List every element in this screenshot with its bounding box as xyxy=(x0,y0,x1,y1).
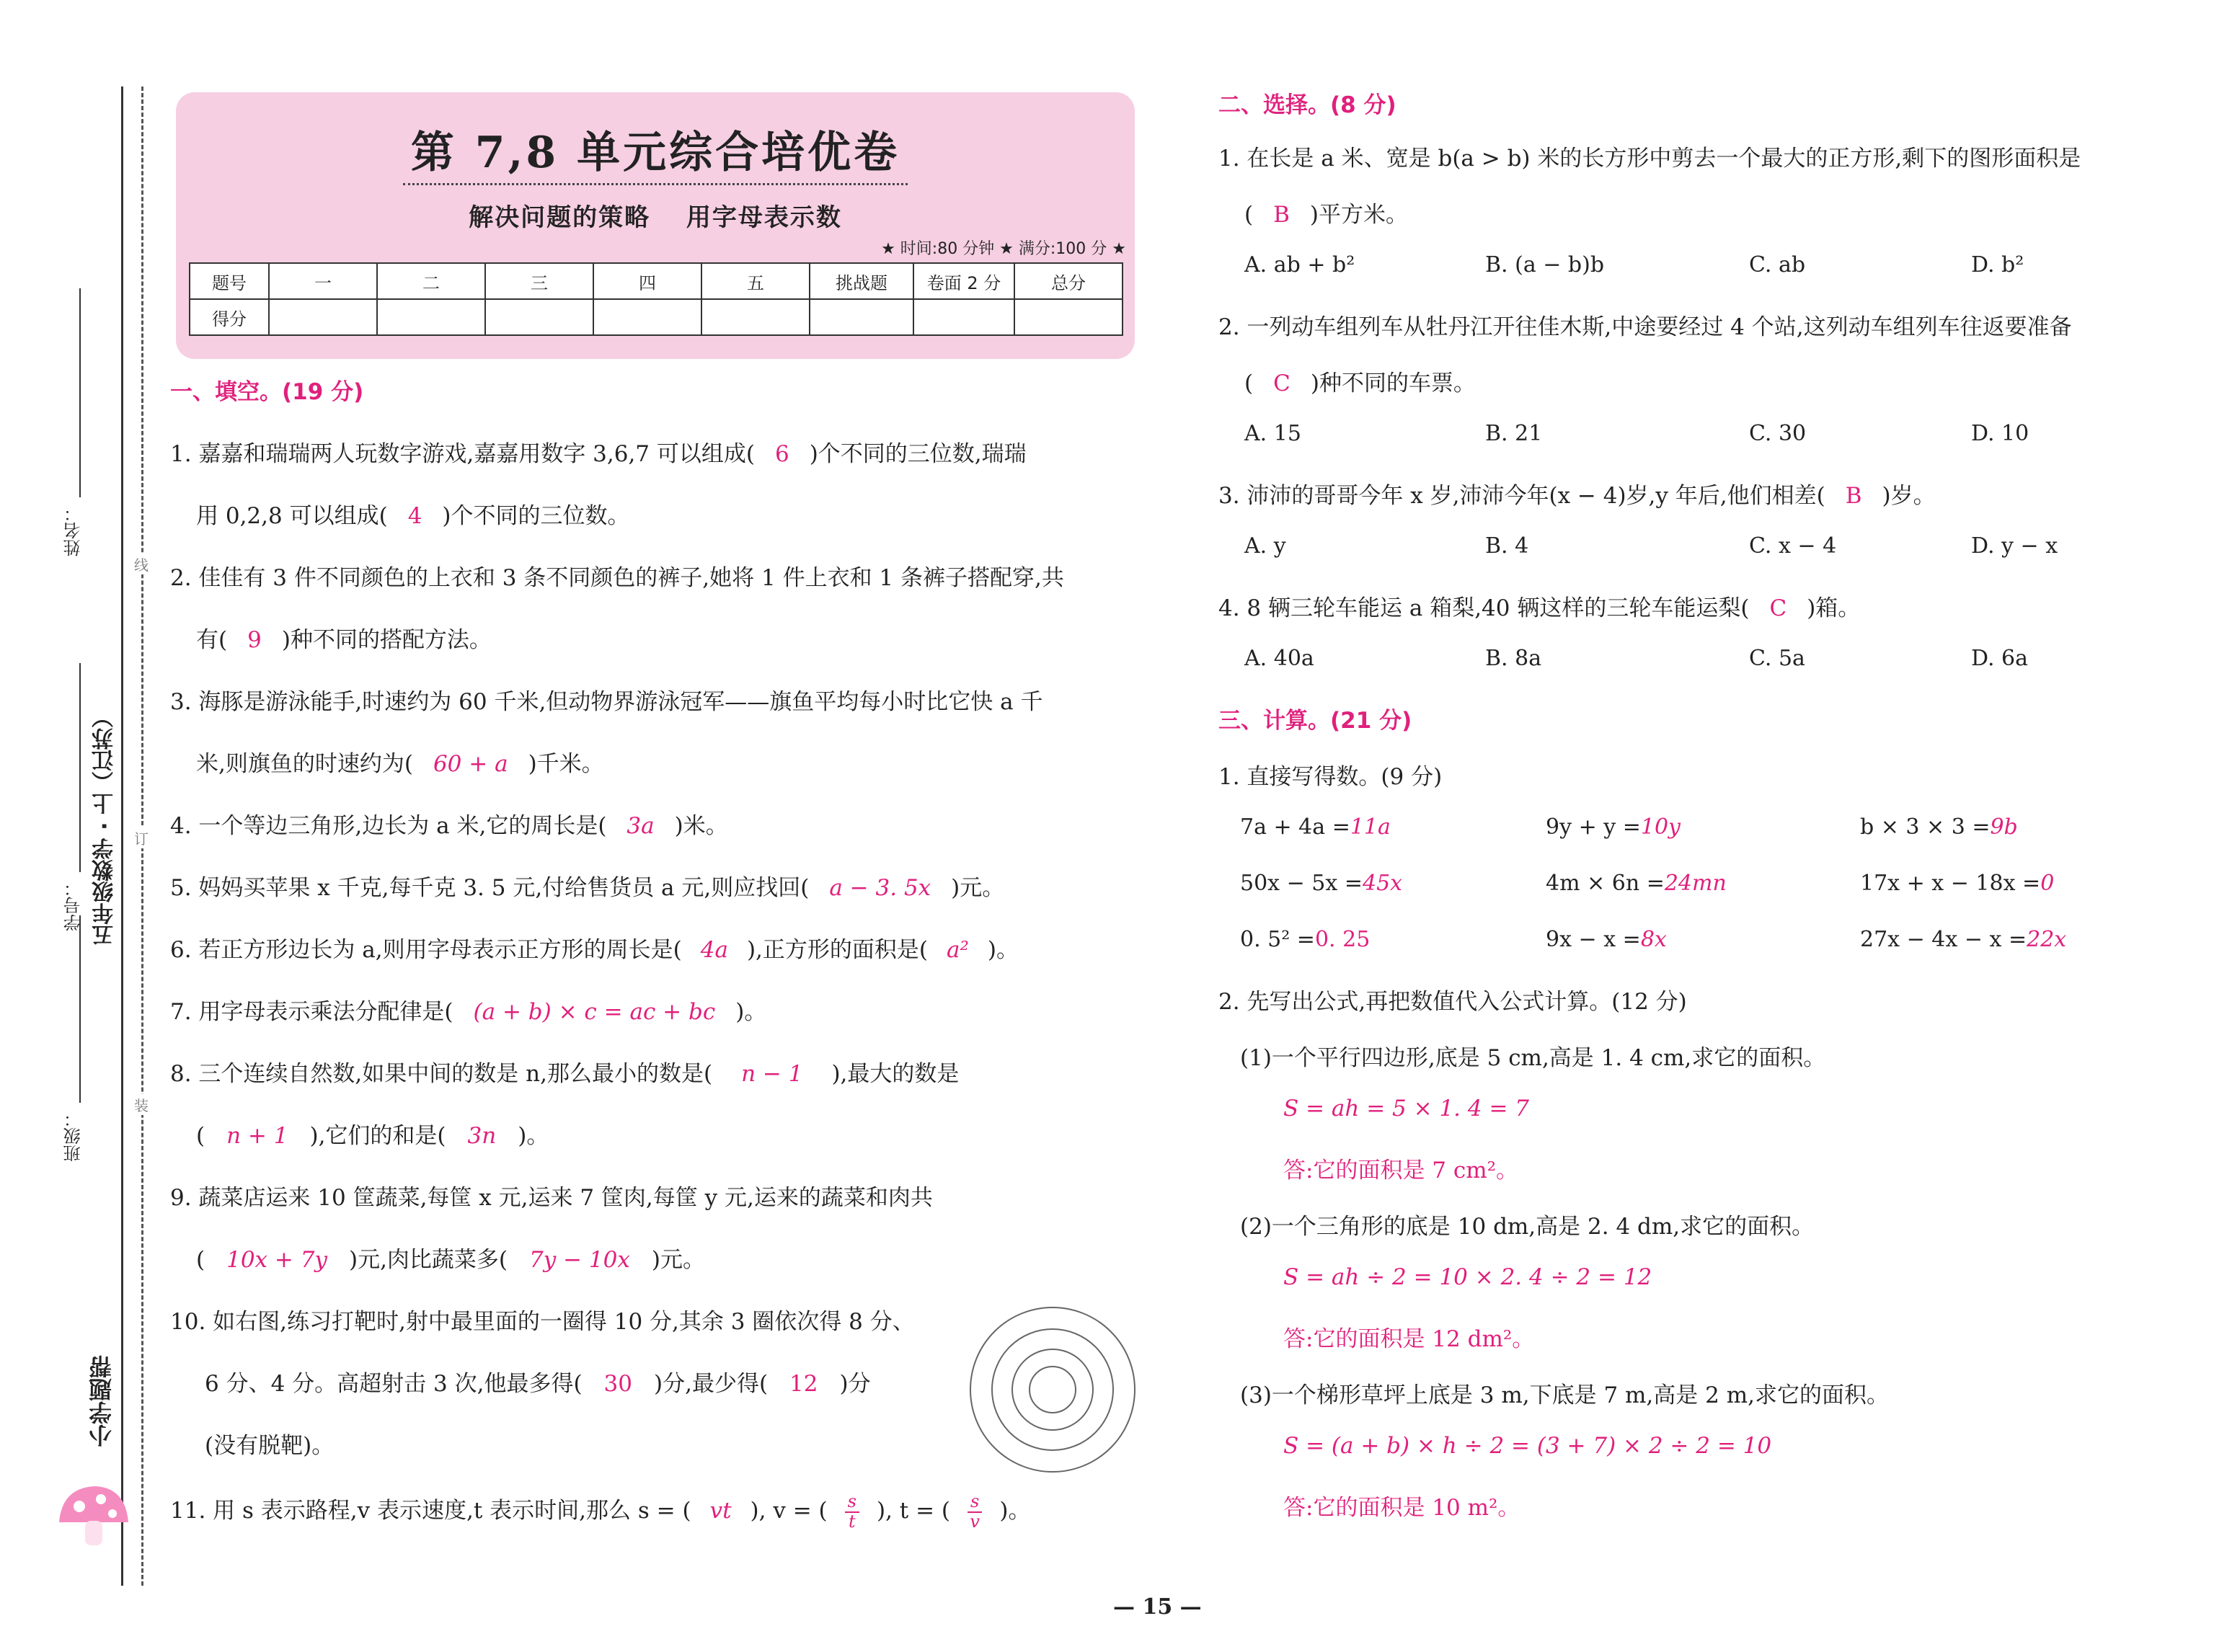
choice-q1-option-d: D. b² xyxy=(1971,252,2024,277)
score-header-cell: 挑战题 xyxy=(810,263,913,299)
fill-q5: 5. 妈妈买苹果 x 千克,每千克 3. 5 元,付给售货员 a 元,则应找回( a − 3. 5x )元。 xyxy=(170,875,1005,901)
answer-fraction: $\frac{s}{v}$ xyxy=(968,1493,982,1530)
choice-q4-option-a: A. 40a xyxy=(1244,646,1314,671)
calc-p1-answer: 答:它的面积是 7 cm²。 xyxy=(1283,1158,1519,1184)
calc-p1-formula: S = ah = 5 × 1. 4 = 7 xyxy=(1283,1096,1530,1122)
choice-q3-option-a: A. y xyxy=(1244,533,1286,559)
id-label: 学号： xyxy=(63,879,84,931)
answer: a² xyxy=(946,937,969,963)
choice-q4-option-c: C. 5a xyxy=(1749,646,1805,671)
choice-q2-option-a: A. 15 xyxy=(1244,421,1301,446)
score-cell[interactable] xyxy=(377,299,485,335)
calc-p1-question: (1)一个平行四边形,底是 5 cm,高是 1. 4 cm,求它的面积。 xyxy=(1240,1045,1826,1071)
score-header-cell: 三 xyxy=(485,263,593,299)
choice-q3: 3. 沛沛的哥哥今年 x 岁,沛沛今年(x − 4)岁,y 年后,他们相差( B )岁。 xyxy=(1218,483,1936,509)
choice-q4-option-b: B. 8a xyxy=(1485,646,1542,671)
answer: 6 xyxy=(774,441,789,467)
answer: n + 1 xyxy=(226,1123,288,1149)
score-cell[interactable] xyxy=(1014,299,1123,335)
score-header-cell: 四 xyxy=(593,263,701,299)
choice-q1-option-b: B. (a − b)b xyxy=(1485,252,1605,277)
fill-q10-line3: (没有脱靶)。 xyxy=(205,1433,335,1459)
choice-q1-line2: ( B )平方米。 xyxy=(1244,202,1408,228)
answer: (a + b) × c = ac + bc xyxy=(473,999,716,1025)
cut-mark-3: 装 xyxy=(134,1094,149,1115)
choice-q1-option-a: A. ab + b² xyxy=(1244,252,1355,277)
choice-q2-line2: ( C )种不同的车票。 xyxy=(1244,370,1476,396)
calc-item: 0. 5² =0. 25 xyxy=(1240,927,1371,952)
header-box xyxy=(176,92,1135,359)
calc-sub1-heading: 1. 直接写得数。(9 分) xyxy=(1218,764,1443,790)
score-header-cell: 题号 xyxy=(190,263,269,299)
calc-item: 9y + y =10y xyxy=(1546,814,1681,840)
fill-q7: 7. 用字母表示乘法分配律是( (a + b) × c = ac + bc )。 xyxy=(170,999,767,1025)
answer: n − 1 xyxy=(741,1061,803,1087)
mushroom-icon xyxy=(53,1478,133,1557)
score-cell[interactable] xyxy=(701,299,810,335)
grade-label: 五年级数学 · 上（江苏） xyxy=(92,706,118,946)
answer: C xyxy=(1273,370,1290,396)
answer: 10x + 7y xyxy=(226,1247,327,1273)
cut-mark-1: 线 xyxy=(134,554,149,574)
fill-q1-line1: 1. 嘉嘉和瑞瑞两人玩数字游戏,嘉嘉用数字 3,6,7 可以组成( 6 )个不同的三位数,瑞瑞 xyxy=(170,441,1027,467)
fill-q2-line1: 2. 佳佳有 3 件不同颜色的上衣和 3 条不同颜色的裤子,她将 1 件上衣和 1 条裤子搭配穿,共 xyxy=(170,565,1064,591)
choice-q3-option-d: D. y − x xyxy=(1971,533,2058,559)
answer: B xyxy=(1273,202,1290,228)
choice-q4: 4. 8 辆三轮车能运 a 箱梨,40 辆这样的三轮车能运梨( C )箱。 xyxy=(1218,595,1861,621)
fill-q8-line1: 8. 三个连续自然数,如果中间的数是 n,那么最小的数是( n − 1 ),最大的数是 xyxy=(170,1061,960,1087)
page-subtitle: 解决问题的策略 用字母表示数 xyxy=(469,203,842,232)
section-heading-choice: 二、选择。(8 分) xyxy=(1218,92,1396,118)
calc-item: b × 3 × 3 =9b xyxy=(1860,814,2018,840)
score-cell[interactable] xyxy=(485,299,593,335)
binding-margin xyxy=(0,0,159,1652)
fill-q9-line1: 9. 蔬菜店运来 10 筐蔬菜,每筐 x 元,运来 7 筐肉,每筐 y 元,运来的蔬菜和肉共 xyxy=(170,1185,933,1211)
name-label: 姓名： xyxy=(63,505,84,556)
name-underline xyxy=(79,288,81,497)
score-cell[interactable] xyxy=(593,299,701,335)
section-heading-fill: 一、填空。(19 分) xyxy=(170,379,364,405)
fill-q11: 11. 用 s 表示路程,v 表示速度,t 表示时间,那么 s = ( vt ), v = ( $\frac{s}{t}$ ), t = ( $\frac{s}{v}$ )。 xyxy=(170,1491,1031,1532)
fill-q10-line2: 6 分、4 分。高超射击 3 次,他最多得( 30 )分,最少得( 12 )分 xyxy=(205,1371,871,1397)
target-ring-2 xyxy=(1012,1349,1093,1430)
score-header-cell: 五 xyxy=(701,263,810,299)
answer: a − 3. 5x xyxy=(829,875,931,901)
fill-q3-line1: 3. 海豚是游泳能手,时速约为 60 千米,但动物界游泳冠军——旗鱼平均每小时比它快 a 千 xyxy=(170,689,1043,715)
choice-q3-option-b: B. 4 xyxy=(1485,533,1529,559)
choice-q2-line1: 2. 一列动车组列车从牡丹江开往佳木斯,中途要经过 4 个站,这列动车组列车往返要准备 xyxy=(1218,314,2072,340)
score-header-cell: 二 xyxy=(377,263,485,299)
score-cell[interactable] xyxy=(913,299,1014,335)
target-ring-3 xyxy=(992,1329,1113,1450)
cut-mark-2: 订 xyxy=(134,827,149,848)
choice-q2-option-c: C. 30 xyxy=(1749,421,1807,446)
calc-sub2-heading: 2. 先写出公式,再把数值代入公式计算。(12 分) xyxy=(1218,989,1687,1015)
calc-p3-formula: S = (a + b) × h ÷ 2 = (3 + 7) × 2 ÷ 2 = 10 xyxy=(1283,1433,1772,1459)
brand-label: 小学题帮 xyxy=(88,1355,115,1447)
answer: 60 + a xyxy=(433,751,508,777)
calc-item: 7a + 4a =11a xyxy=(1240,814,1391,840)
title-divider xyxy=(403,183,908,185)
calc-item: 17x + x − 18x =0 xyxy=(1860,871,2055,896)
id-underline xyxy=(79,663,81,872)
score-table-row xyxy=(190,299,1123,335)
target-figure xyxy=(966,1303,1139,1476)
target-ring-outer xyxy=(970,1307,1135,1472)
answer: 7y − 10x xyxy=(529,1247,630,1273)
score-header-cell: 一 xyxy=(269,263,377,299)
section-heading-calc: 三、计算。(21 分) xyxy=(1218,708,1412,734)
page-title: 第 7,8 单元综合培优卷 xyxy=(410,128,900,178)
calc-item: 4m × 6n =24mn xyxy=(1546,871,1727,896)
binding-line xyxy=(121,86,123,1586)
score-table-header-row xyxy=(190,263,1123,299)
answer-fraction: $\frac{s}{t}$ xyxy=(845,1493,859,1530)
calc-p3-answer: 答:它的面积是 10 m²。 xyxy=(1283,1495,1520,1521)
answer: B xyxy=(1845,483,1862,509)
choice-q1-line1: 1. 在长是 a 米、宽是 b(a > b) 米的长方形中剪去一个最大的正方形,剩下的图形面积是 xyxy=(1218,146,2081,172)
calc-item: 9x − x =8x xyxy=(1546,927,1667,952)
score-table xyxy=(189,262,1123,336)
fill-q10-line1: 10. 如右图,练习打靶时,射中最里面的一圈得 10 分,其余 3 圈依次得 8 分、 xyxy=(170,1309,915,1335)
fill-q1-line2: 用 0,2,8 可以组成( 4 )个不同的三位数。 xyxy=(196,503,630,529)
choice-q2-option-b: B. 21 xyxy=(1485,421,1543,446)
answer: vt xyxy=(709,1498,732,1524)
page-number: — 15 — xyxy=(1113,1594,1202,1620)
target-ring-inner xyxy=(1030,1367,1076,1413)
class-underline xyxy=(79,915,81,1103)
answer: C xyxy=(1769,595,1787,621)
choice-q2-option-d: D. 10 xyxy=(1971,421,2029,446)
fill-q3-line2: 米,则旗鱼的时速约为( 60 + a )千米。 xyxy=(196,751,604,777)
calc-p3-question: (3)一个梯形草坪上底是 3 m,下底是 7 m,高是 2 m,求它的面积。 xyxy=(1240,1382,1889,1408)
calc-p2-question: (2)一个三角形的底是 10 dm,高是 2. 4 dm,求它的面积。 xyxy=(1240,1214,1815,1240)
fill-q8-line2: ( n + 1 ),它们的和是( 3n )。 xyxy=(196,1123,549,1149)
fill-q2-line2: 有( 9 )种不同的搭配方法。 xyxy=(196,627,492,653)
class-label: 班级： xyxy=(63,1110,84,1162)
fill-q9-line2: ( 10x + 7y )元,肉比蔬菜多( 7y − 10x )元。 xyxy=(196,1247,705,1273)
score-header-cell: 卷面 2 分 xyxy=(913,263,1014,299)
calc-item: 27x − 4x − x =22x xyxy=(1860,927,2067,952)
answer: 12 xyxy=(789,1371,818,1397)
calc-item: 50x − 5x =45x xyxy=(1240,871,1403,896)
score-header-cell: 总分 xyxy=(1014,263,1123,299)
answer: 9 xyxy=(247,627,262,653)
choice-q3-option-c: C. x − 4 xyxy=(1749,533,1837,559)
score-row-label: 得分 xyxy=(190,299,269,335)
answer: 3a xyxy=(627,813,655,839)
choice-q1-option-c: C. ab xyxy=(1749,252,1806,277)
fill-q6: 6. 若正方形边长为 a,则用字母表示正方形的周长是( 4a ),正方形的面积是( a² )。 xyxy=(170,937,1019,963)
calc-p2-answer: 答:它的面积是 12 dm²。 xyxy=(1283,1326,1535,1352)
fill-q4: 4. 一个等边三角形,边长为 a 米,它的周长是( 3a )米。 xyxy=(170,813,728,839)
choice-q4-option-d: D. 6a xyxy=(1971,646,2029,671)
calc-p2-formula: S = ah ÷ 2 = 10 × 2. 4 ÷ 2 = 12 xyxy=(1283,1264,1652,1290)
answer: 4 xyxy=(407,503,422,529)
score-cell[interactable] xyxy=(269,299,377,335)
exam-meta: ★ 时间:80 分钟 ★ 满分:100 分 ★ xyxy=(881,240,1126,258)
score-cell[interactable] xyxy=(810,299,913,335)
answer: 3n xyxy=(467,1123,497,1149)
answer: 4a xyxy=(700,937,728,963)
answer: 30 xyxy=(603,1371,632,1397)
